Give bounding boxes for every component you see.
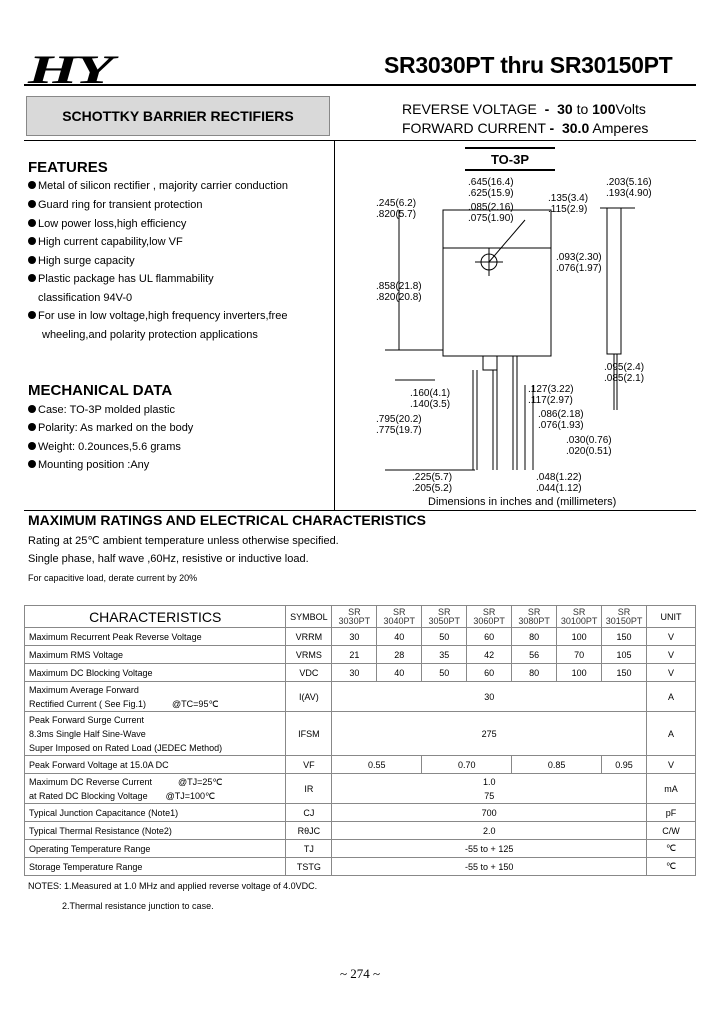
table-row: Maximum DC Blocking Voltage VDC 30 40 50 60 80 100 150 V	[25, 664, 696, 682]
section-rule	[24, 510, 696, 511]
dim-label: .625(15.9)	[468, 188, 514, 199]
package-name: TO-3P	[465, 147, 555, 171]
table-row: Peak Forward Voltage at 15.0A DC VF 0.55 0.70 0.85 0.95 V	[25, 756, 696, 774]
dim-label: .044(1.12)	[536, 483, 582, 494]
dim-label: .245(6.2)	[376, 198, 417, 209]
forward-current-spec: FORWARD CURRENT - 30.0 Amperes	[402, 120, 649, 136]
header-part: SR 3060PT	[467, 606, 512, 628]
note-2: 2.Thermal resistance junction to case.	[62, 901, 214, 911]
dim-label: .795(20.2)	[376, 414, 422, 425]
table-header-row	[25, 606, 696, 628]
table-row: Operating Temperature Range TJ -55 to + 125 ℃	[25, 840, 696, 858]
dim-label: .127(3.22)	[528, 384, 574, 395]
table-row: Typical Junction Capacitance (Note1) CJ 700 pF	[25, 804, 696, 822]
mechanical-item: Weight: 0.2ounces,5.6 grams	[28, 441, 181, 453]
dim-label: .095(2.4)	[604, 362, 645, 373]
header-characteristics: CHARACTERISTICS	[25, 606, 286, 628]
page-number: ~ 274 ~	[340, 966, 381, 981]
ratings-condition: Rating at 25℃ ambient temperature unless otherwise specified.	[28, 535, 339, 547]
header-part: SR 3040PT	[377, 606, 422, 628]
header-rule	[24, 84, 696, 86]
table-row: Maximum Recurrent Peak Reverse Voltage VRRM 30 40 50 60 80 100 150 V	[25, 628, 696, 646]
feature-item: Low power loss,high efficiency	[28, 218, 186, 230]
header-part: SR 30100PT	[557, 606, 602, 628]
table-row: Storage Temperature Range TSTG -55 to + 150 ℃	[25, 858, 696, 876]
header-symbol: SYMBOL	[286, 606, 332, 628]
dim-label: .135(3.4)	[548, 193, 589, 204]
ratings-condition: For capacitive load, derate current by 20%	[28, 573, 198, 583]
dim-label: .203(5.16)	[606, 177, 652, 188]
section-rule	[24, 140, 696, 141]
dim-label: .093(2.30)	[556, 252, 602, 263]
company-logo: HY	[28, 47, 111, 92]
dim-label: .193(4.90)	[606, 188, 652, 199]
feature-item: High surge capacity	[28, 255, 135, 267]
mechanical-item: Case: TO-3P molded plastic	[28, 404, 175, 416]
feature-item-continued: wheeling,and polarity protection applications	[42, 329, 258, 341]
dim-label: .820(20.8)	[376, 292, 422, 303]
dim-label: .645(16.4)	[468, 177, 514, 188]
feature-item: For use in low voltage,high frequency inverters,free	[28, 310, 287, 322]
mechanical-item: Polarity: As marked on the body	[28, 422, 193, 434]
dim-label: .858(21.8)	[376, 281, 422, 292]
dimensions-caption: Dimensions in inches and (millimeters)	[428, 496, 617, 508]
dim-label: .030(0.76)	[566, 435, 612, 446]
mechanical-item: Mounting position :Any	[28, 459, 149, 471]
table-row: Maximum Average Forward Rectified Current ( See Fig.1) @TC=95℃ I(AV) 30 A	[25, 682, 696, 712]
table-row: Maximum RMS Voltage VRMS 21 28 35 42 56 70 105 V	[25, 646, 696, 664]
dim-label: .160(4.1)	[410, 388, 451, 399]
table-row: Peak Forward Surge Current 8.3ms Single Half Sine-Wave Super Imposed on Rated Load (JEDEC Method) IFSM 275 A	[25, 712, 696, 756]
header-part: SR 3030PT	[332, 606, 377, 628]
mechanical-data-title: MECHANICAL DATA	[28, 382, 173, 399]
product-type-box: SCHOTTKY BARRIER RECTIFIERS	[26, 96, 330, 136]
features-title: FEATURES	[28, 159, 108, 176]
dim-label: .075(1.90)	[468, 213, 514, 224]
note-1: NOTES: 1.Measured at 1.0 MHz and applied reverse voltage of 4.0VDC.	[28, 881, 318, 891]
feature-item: Guard ring for transient protection	[28, 199, 202, 211]
header-unit: UNIT	[647, 606, 696, 628]
feature-item: Metal of silicon rectifier , majority carrier conduction	[28, 180, 288, 192]
dim-label: .225(5.7)	[412, 472, 453, 483]
reverse-voltage-spec: REVERSE VOLTAGE - 30 to 100Volts	[402, 101, 646, 117]
table-row: Typical Thermal Resistance (Note2) RθJC 2.0 C/W	[25, 822, 696, 840]
dim-label: .085(2.1)	[604, 373, 645, 384]
dim-label: .076(1.93)	[538, 420, 584, 431]
dim-label: .820(5.7)	[376, 209, 417, 220]
dim-label: .140(3.5)	[410, 399, 451, 410]
dim-label: .020(0.51)	[566, 446, 612, 457]
dim-label: .115(2.9)	[548, 204, 588, 215]
feature-item-continued: classification 94V-0	[38, 292, 133, 304]
ratings-table	[24, 605, 696, 876]
dim-label: .086(2.18)	[538, 409, 584, 420]
dim-label: .048(1.22)	[536, 472, 582, 483]
header-part: SR 30150PT	[602, 606, 647, 628]
dim-label: .775(19.7)	[376, 425, 422, 436]
max-ratings-title: MAXIMUM RATINGS AND ELECTRICAL CHARACTERISTICS	[28, 512, 426, 528]
dim-label: .076(1.97)	[556, 263, 602, 274]
header-part: SR 3080PT	[512, 606, 557, 628]
ratings-condition: Single phase, half wave ,60Hz, resistive or inductive load.	[28, 553, 309, 565]
dim-label: .085(2.16)	[468, 202, 514, 213]
feature-item: High current capability,low VF	[28, 236, 183, 248]
table-row: Maximum DC Reverse Current @TJ=25℃ at Rated DC Blocking Voltage @TJ=100℃ IR 1.0 75 mA	[25, 774, 696, 804]
feature-item: Plastic package has UL flammability	[28, 273, 214, 285]
header-part: SR 3050PT	[422, 606, 467, 628]
page-title: SR3030PT thru SR30150PT	[384, 52, 673, 78]
dim-label: .117(2.97)	[528, 395, 573, 406]
dim-label: .205(5.2)	[412, 483, 453, 494]
